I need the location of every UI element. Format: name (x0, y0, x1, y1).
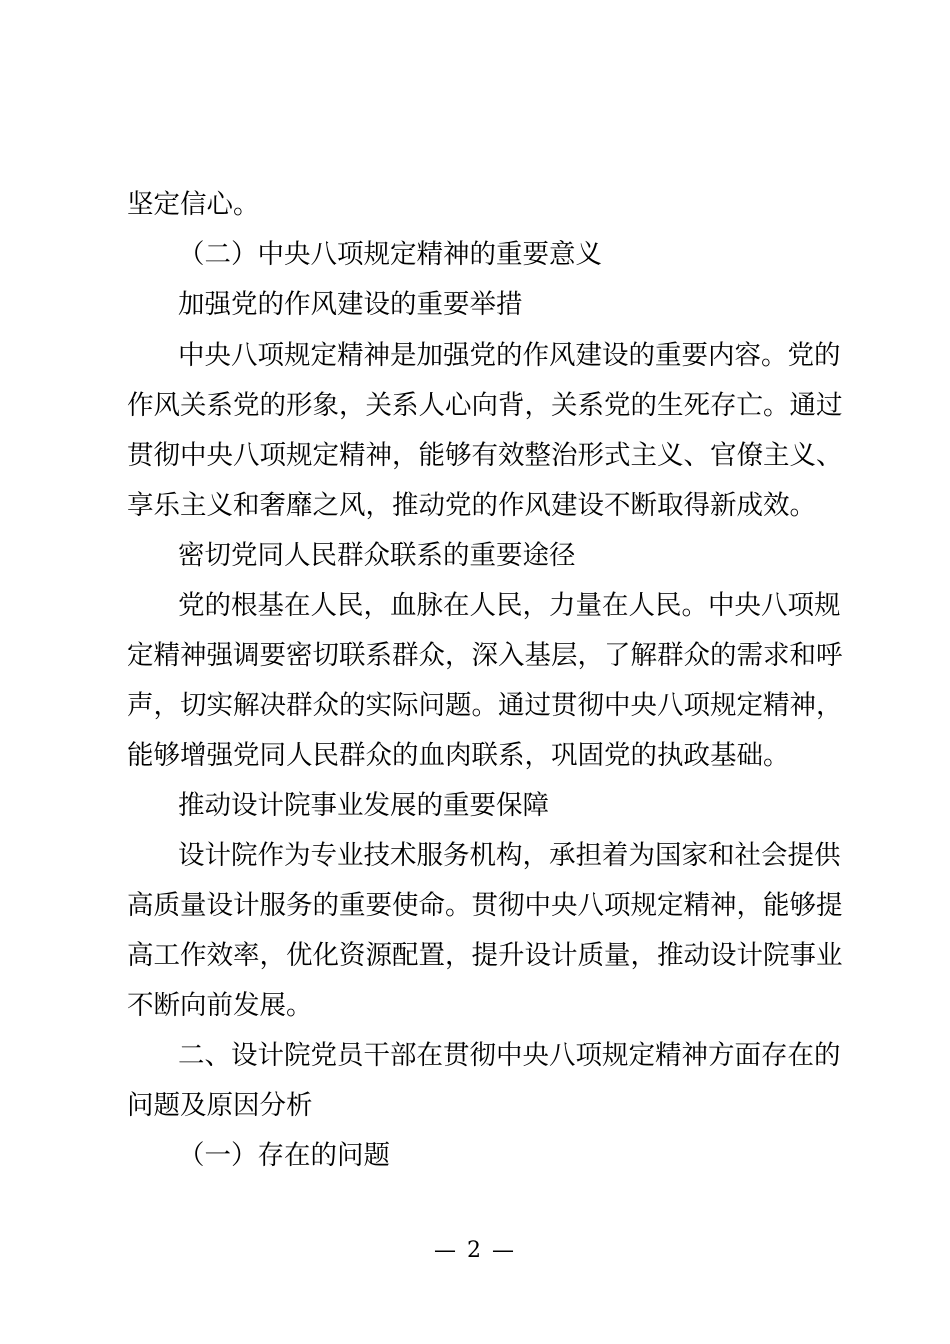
text-line: 中央八项规定精神是加强党的作风建设的重要内容。党的 (178, 340, 841, 371)
text-line: 坚定信心。 (127, 189, 260, 220)
text-line: 高工作效率，优化资源配置，提升设计质量，推动设计院事业 (127, 940, 843, 971)
subsection-heading: 加强党的作风建设的重要举措 (178, 289, 523, 320)
text-line: 作风关系党的形象，关系人心向背，关系党的生死存亡。通过 (127, 390, 843, 421)
text-line: 享乐主义和奢靡之风，推动党的作风建设不断取得新成效。 (127, 490, 816, 521)
page-number: — 2 — (434, 1238, 516, 1263)
text-line: 能够增强党同人民群众的血肉联系，巩固党的执政基础。 (127, 740, 790, 771)
text-line: 定精神强调要密切联系群众，深入基层，了解群众的需求和呼 (127, 640, 843, 671)
text-line: 不断向前发展。 (127, 990, 313, 1021)
text-line: 设计院作为专业技术服务机构，承担着为国家和社会提供 (178, 840, 841, 871)
text-line: 贯彻中央八项规定精神，能够有效整治形式主义、官僚主义、 (127, 440, 843, 471)
subsection-heading: 推动设计院事业发展的重要保障 (178, 790, 549, 821)
text-line: 党的根基在人民，血脉在人民，力量在人民。中央八项规 (178, 590, 841, 621)
section-heading: 问题及原因分析 (127, 1090, 313, 1121)
section-heading: 二、设计院党员干部在贯彻中央八项规定精神方面存在的 (178, 1040, 841, 1071)
section-heading: （二）中央八项规定精神的重要意义 (178, 239, 602, 270)
text-line: 声，切实解决群众的实际问题。通过贯彻中央八项规定精神， (127, 690, 843, 721)
subsection-heading: 密切党同人民群众联系的重要途径 (178, 540, 576, 571)
section-heading: （一）存在的问题 (178, 1140, 390, 1171)
text-line: 高质量设计服务的重要使命。贯彻中央八项规定精神，能够提 (127, 890, 843, 921)
